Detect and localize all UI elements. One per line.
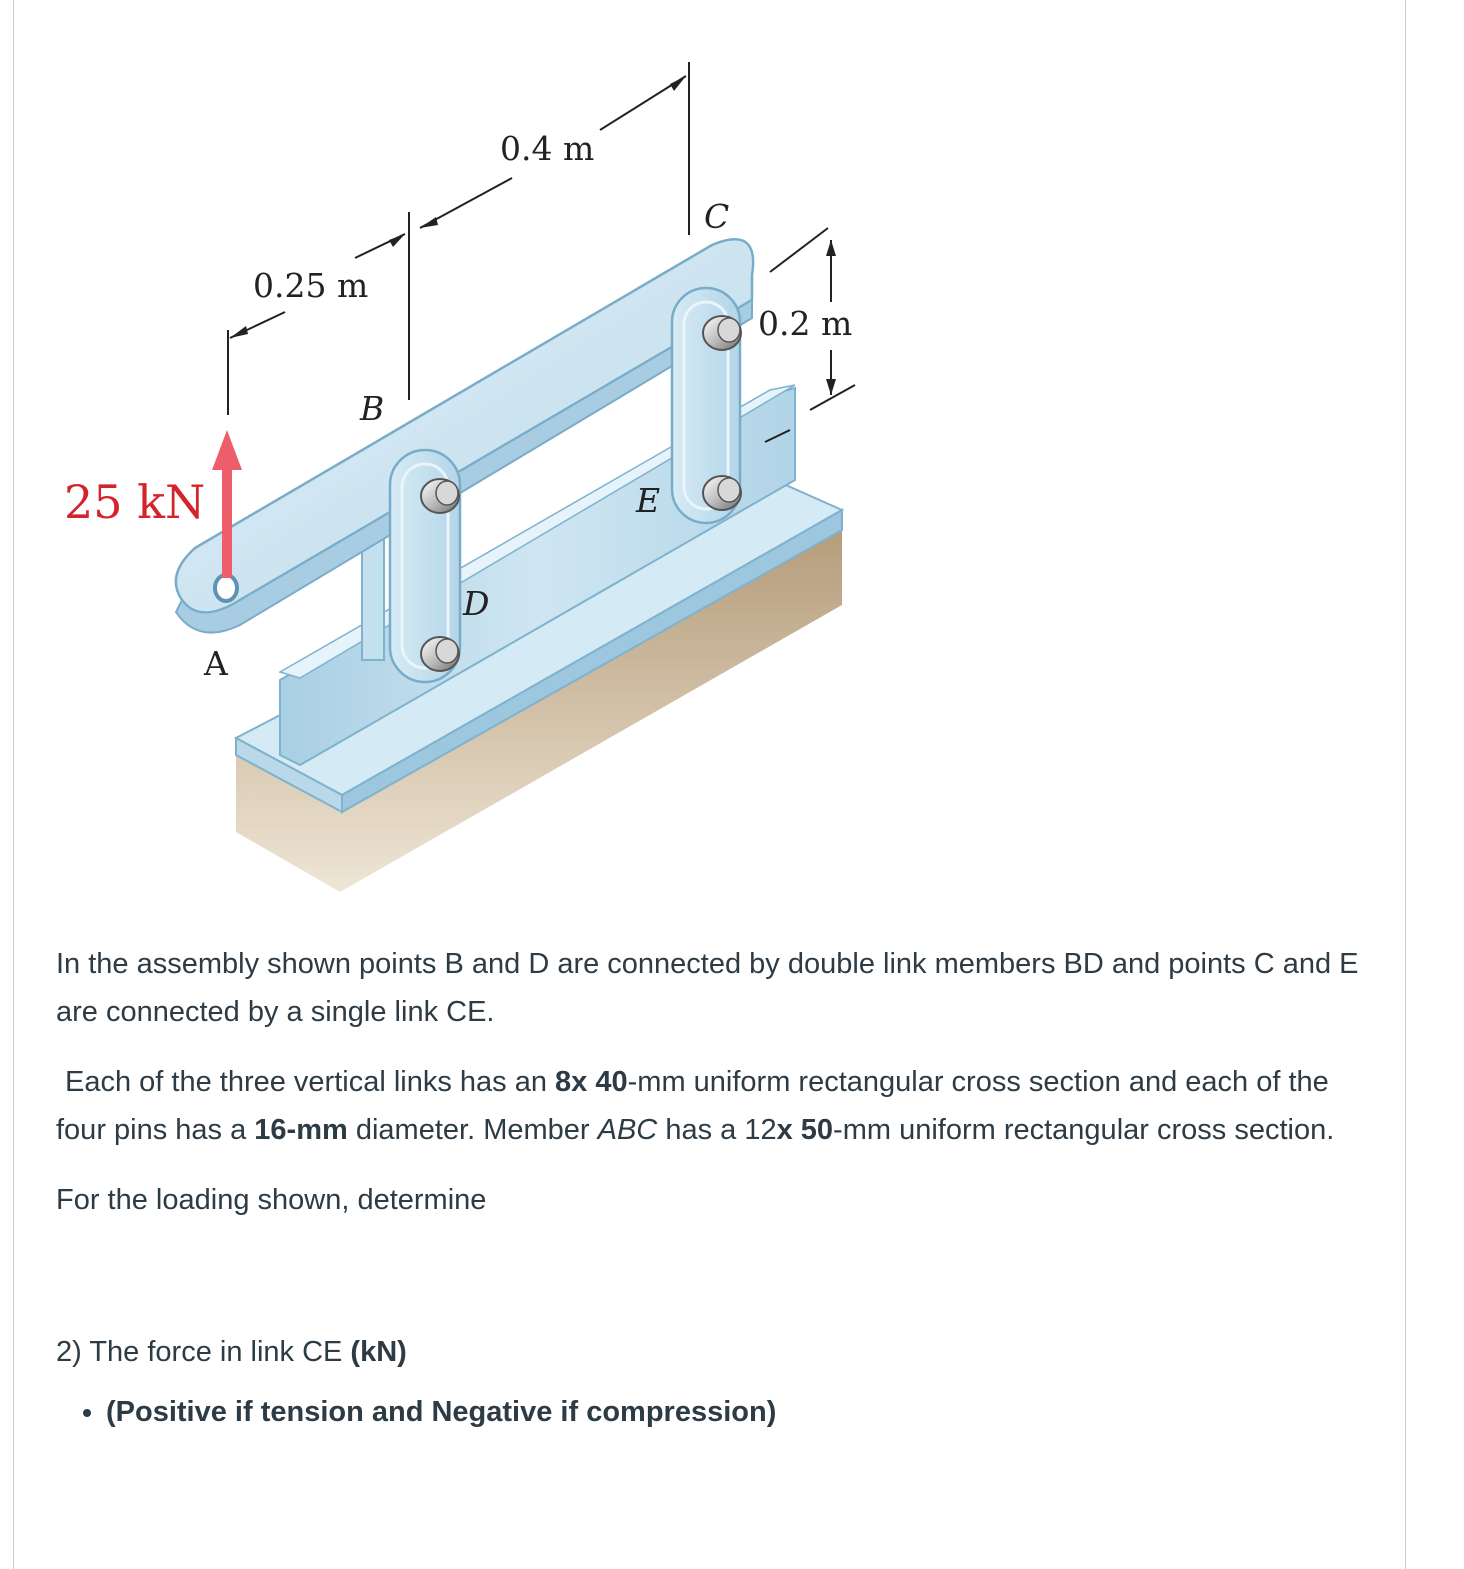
- question: [56, 1328, 1366, 1376]
- p2-text-a: Each of the three vertical links has an: [65, 1066, 556, 1098]
- load-arrow-shaft: [222, 465, 232, 578]
- p2-bold-8x40: 8x 40: [555, 1066, 628, 1098]
- dim-0-4m: 0.4 m: [500, 129, 595, 168]
- problem-statement: [56, 940, 1366, 1436]
- pin-b: [421, 479, 459, 513]
- dimension-arrowheads: [230, 76, 836, 395]
- assembly-diagram: [0, 0, 900, 920]
- p2-bold-16mm: 16-mm: [254, 1114, 348, 1146]
- pin-d: [421, 637, 459, 671]
- label-c: C: [704, 197, 730, 236]
- question-unit: (kN): [350, 1336, 407, 1368]
- label-b: B: [360, 389, 385, 428]
- p2-text-i: -mm uniform rectangular cross section.: [833, 1114, 1335, 1146]
- load-label: 25 kN: [64, 475, 206, 529]
- pin-c: [703, 316, 741, 350]
- p2-text-c: -mm uniform rectangular cross section and each of the four pins has a: [56, 1066, 1329, 1146]
- label-e: E: [636, 481, 661, 520]
- sign-convention-note: • (Positive if tension and Negative if compression): [106, 1388, 1366, 1436]
- paragraph-1: In the assembly shown points B and D are connected by double link members BD and points C and E are connected by a single link CE.: [56, 948, 1359, 1028]
- question-text: 2) The force in link CE: [56, 1336, 351, 1368]
- paragraph-2: [56, 1058, 1366, 1154]
- dim-0-25m: 0.25 m: [253, 266, 369, 305]
- paragraph-3: For the loading shown, determine: [56, 1184, 487, 1216]
- hole-a: [215, 575, 237, 601]
- p2-text-e: diameter. Member: [347, 1114, 598, 1146]
- note-list: [56, 1388, 1366, 1436]
- p2-bold-x50: x 50: [776, 1114, 834, 1146]
- label-d: D: [463, 584, 490, 623]
- pin-e: [703, 476, 741, 510]
- label-a: A: [204, 644, 228, 683]
- p2-italic-abc: ABC: [597, 1114, 658, 1146]
- p2-text-g: has a 12: [657, 1114, 777, 1146]
- load-arrow-head: [212, 430, 242, 470]
- assembly-figure: [0, 0, 900, 920]
- spacer: [56, 1246, 1366, 1328]
- dim-0-2m: 0.2 m: [758, 304, 853, 343]
